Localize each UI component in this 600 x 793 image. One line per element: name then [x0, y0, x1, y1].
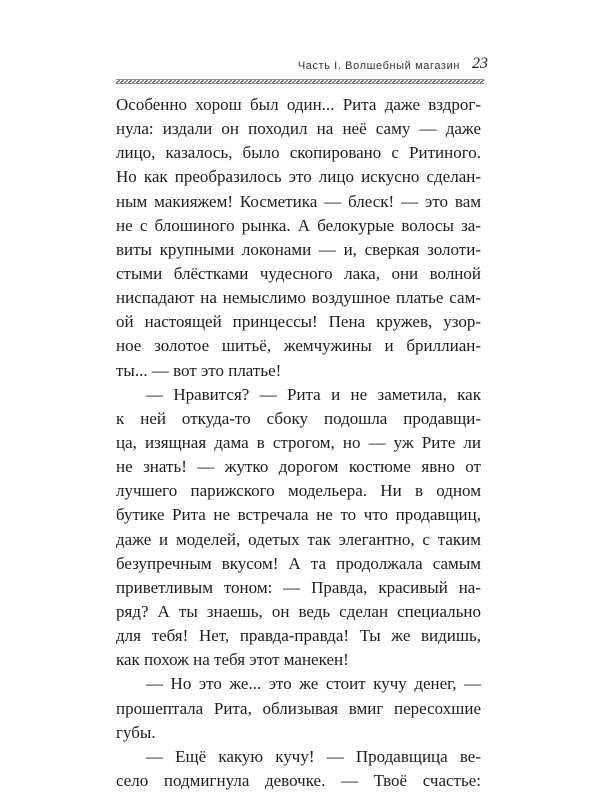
decorative-rule: [116, 79, 484, 84]
text-line: прошептала Рита, облизывая вмиг пересохшие: [116, 698, 481, 718]
text-line: губы.: [116, 722, 156, 742]
text-line: ным макияжем! Косметика — блеск! — это вам: [116, 191, 481, 211]
text-line: для тебя! Нет, правда-правда! Ты же видишь,: [116, 626, 481, 646]
body-text: [116, 93, 481, 793]
text-line: безупречным вкусом! А та продолжала самым: [116, 553, 481, 573]
text-line: — Нравится? — Рита и не заметила, как: [146, 384, 481, 404]
text-line: ца, изящная дама в строгом, но — уж Рите ли: [116, 432, 481, 452]
text-line: ниспадают на немыслимо воздушное платье сам-: [116, 288, 481, 308]
text-line: лучшего парижского модельера. Ни в одном: [116, 481, 481, 501]
text-line: даже и моделей, одетых так элегантно, с таким: [116, 529, 481, 549]
text-line: не с блошиного рынка. А белокурые волосы за-: [116, 215, 481, 235]
decorative-rule-graphic: [116, 79, 484, 84]
text-line: нула: издали он походил на неё саму — даже: [116, 119, 481, 139]
running-head: Часть I. Волшебный магазин: [297, 60, 460, 72]
text-line: ой настоящей принцессы! Пена кружев, узор-: [116, 312, 481, 332]
text-line: — Ещё какую кучу! — Продавщица ве-: [146, 746, 481, 766]
text-line: — Но это же... это же стоит кучу денег, —: [146, 674, 481, 694]
text-line: лицо, казалось, было скопировано с Ритиного.: [116, 143, 481, 163]
text-line: ное золотое шитьё, жемчужины и бриллиан-: [116, 336, 481, 356]
text-line: к ней откуда-то сбоку подошла продавщи-: [116, 408, 481, 428]
text-line: село подмигнула девочке. — Твоё счастье:: [116, 770, 481, 790]
text-line: бутике Рита не встречала не то что продавщиц,: [116, 505, 481, 525]
text-line: Особенно хорош был один... Рита даже вздрог-: [116, 95, 481, 114]
text-line: не знать! — жутко дорогом костюме явно от: [116, 457, 481, 477]
text-line: как похож на тебя этот манекен!: [116, 650, 349, 670]
text-line: Но как преобразилось это лицо искусно сделан-: [116, 167, 481, 187]
page-number: 23: [472, 55, 488, 72]
text-line: стыми блёстками чудесного лака, они волной: [116, 263, 481, 283]
text-line: ряд? А ты знаешь, он ведь сделан специально: [116, 601, 481, 621]
text-line: виты крупными локонами — и, сверкая золоти-: [116, 239, 481, 259]
text-line: ты... — вот это платье!: [116, 360, 282, 380]
text-line: приветливым тоном: — Правда, красивый на-: [116, 577, 481, 597]
